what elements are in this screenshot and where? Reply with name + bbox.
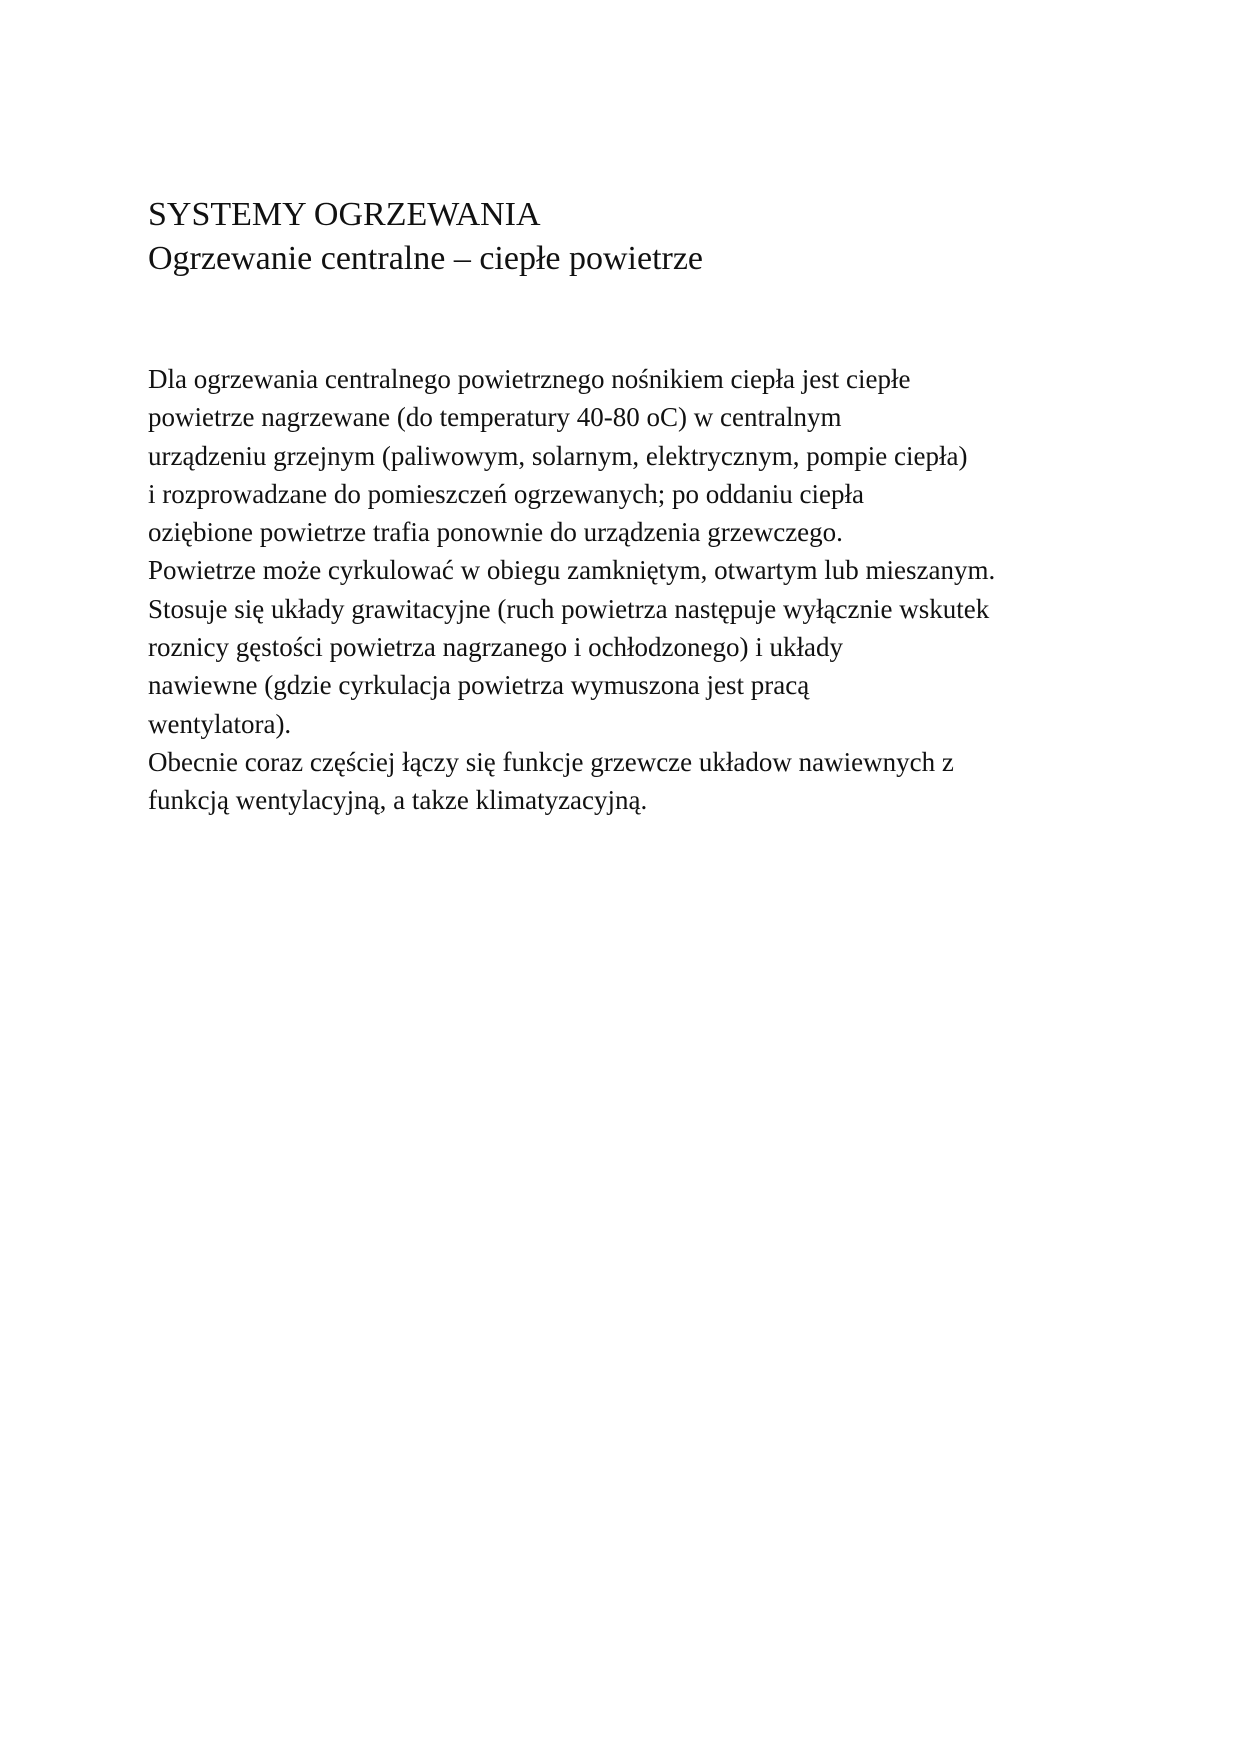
body-line: oziębione powietrze trafia ponownie do urządzenia grzewczego. xyxy=(148,517,843,548)
body-line: wentylatora). xyxy=(148,708,292,739)
document-body xyxy=(148,360,1148,820)
body-line: Obecnie coraz częściej łączy się funkcje grzewcze układow nawiewnych z xyxy=(148,746,954,777)
body-line: Dla ogrzewania centralnego powietrznego nośnikiem ciepła jest ciepłe xyxy=(148,364,911,394)
body-line: funkcją wentylacyjną, a takze klimatyzacyjną. xyxy=(148,785,648,816)
body-line: Stosuje się układy grawitacyjne (ruch powietrza następuje wyłącznie wskutek xyxy=(148,593,990,624)
body-line: Powietrze może cyrkulować w obiegu zamkniętym, otwartym lub mieszanym. xyxy=(148,555,996,586)
body-line: roznicy gęstości powietrza nagrzanego i ochłodzonego) i układy xyxy=(148,632,843,663)
document-subtitle: Ogrzewanie centralne – ciepłe powietrze xyxy=(148,240,704,277)
document-title: SYSTEMY OGRZEWANIA xyxy=(148,196,541,233)
body-line: i rozprowadzane do pomieszczeń ogrzewanych; po oddaniu ciepła xyxy=(148,478,864,509)
body-line: powietrze nagrzewane (do temperatury 40-80 oC) w centralnym xyxy=(148,402,842,433)
body-line: nawiewne (gdzie cyrkulacja powietrza wymuszona jest pracą xyxy=(148,670,810,701)
body-line: urządzeniu grzejnym (paliwowym, solarnym, elektrycznym, pompie ciepła) xyxy=(148,440,968,471)
document-heading xyxy=(148,193,1148,281)
